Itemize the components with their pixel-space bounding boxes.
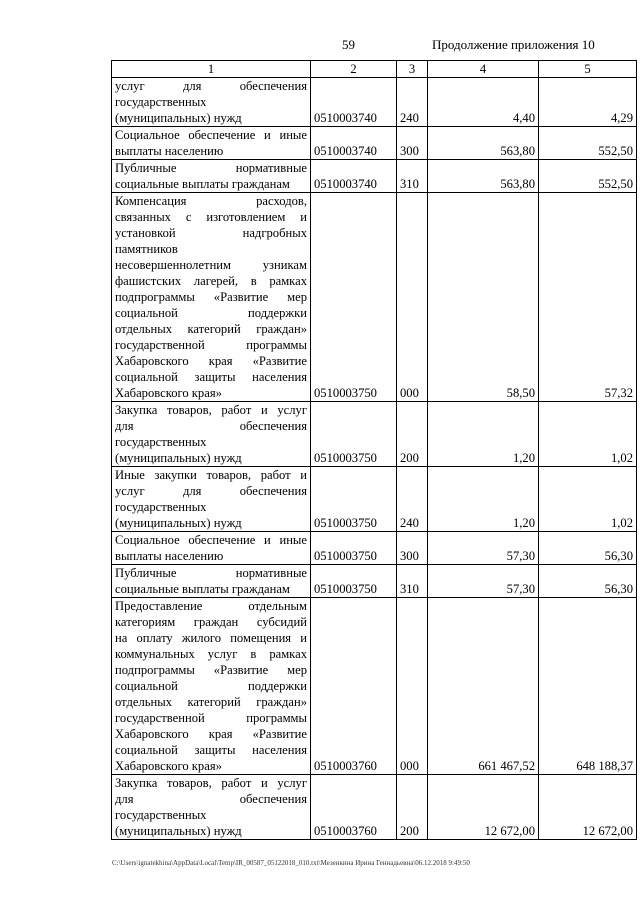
description-line: социальные выплаты гражданам [115,582,290,596]
column-header-1: 1 [112,61,311,78]
table-row [112,78,637,127]
table-row [112,127,637,160]
description-line: Хабаровского края «Развитие [115,354,307,368]
row-value-2: 648 188,37 [539,598,637,775]
row-type: 240 [397,467,428,532]
description-line: государственных [115,500,207,514]
column-header-5: 5 [539,61,637,78]
description-line: Социальное обеспечение и иные [115,533,307,547]
description-line: выплаты населению [115,549,224,563]
row-value-1: 12 672,00 [428,775,539,840]
row-value-2: 57,32 [539,193,637,402]
description-line: Закупка товаров, работ и услуг [115,776,307,790]
row-type: 300 [397,127,428,160]
row-code: 0510003740 [311,160,397,193]
row-type: 200 [397,775,428,840]
footer-path: C:\Users\ignatekhina\AppData\Local\Temp\IR_00587_05122018_010.txt\Мезенкина Ирина Геннадьевна\06.12.2018 9:49:50 [112,859,470,867]
row-value-1: 57,30 [428,532,539,565]
table-body [112,78,637,840]
row-value-2: 12 672,00 [539,775,637,840]
description-line: (муниципальных) нужд [115,516,242,530]
description-line: Социальное обеспечение и иные [115,128,307,142]
description-line: социальной защиты населения [115,743,307,757]
description-line: связанных с изготовлением и [115,210,307,224]
row-value-1: 4,40 [428,78,539,127]
row-code: 0510003740 [311,127,397,160]
row-description [112,775,311,840]
table-row [112,160,637,193]
row-description [112,402,311,467]
description-line: несовершеннолетним узникам [115,258,307,272]
description-line: подпрограммы «Развитие мер [115,290,307,304]
description-line: социальной поддержки [115,306,307,320]
description-line: Предоставление отдельным [115,599,307,613]
description-line: для обеспечения [115,419,307,433]
row-value-1: 57,30 [428,565,539,598]
description-line: выплаты населению [115,144,224,158]
row-value-2: 56,30 [539,532,637,565]
description-line: Хабаровского края» [115,759,222,773]
description-line: Закупка товаров, работ и услуг [115,403,307,417]
description-line: Компенсация расходов, [115,194,307,208]
description-line: для обеспечения [115,792,307,806]
description-line: услуг для обеспечения [115,79,307,93]
description-line: государственной программы [115,711,307,725]
table-row [112,565,637,598]
row-value-2: 4,29 [539,78,637,127]
description-line: Публичные нормативные [115,161,307,175]
row-value-1: 661 467,52 [428,598,539,775]
description-line: установкой надгробных [115,226,307,240]
description-line: государственной программы [115,338,307,352]
row-description [112,160,311,193]
row-code: 0510003750 [311,402,397,467]
description-line: фашистских лагерей, в рамках [115,274,307,288]
description-line: (муниципальных) нужд [115,451,242,465]
row-value-2: 1,02 [539,467,637,532]
description-line: Публичные нормативные [115,566,307,580]
table-row [112,775,637,840]
row-value-2: 1,02 [539,402,637,467]
description-line: социальной защиты населения [115,370,307,384]
description-line: отдельных категорий граждан» [115,322,307,336]
description-line: Хабаровского края» [115,386,222,400]
table-row [112,193,637,402]
description-line: социальные выплаты гражданам [115,177,290,191]
row-value-2: 552,50 [539,160,637,193]
description-line: государственных [115,95,207,109]
description-line: государственных [115,808,207,822]
column-header-3: 3 [397,61,428,78]
row-code: 0510003750 [311,565,397,598]
row-value-2: 56,30 [539,565,637,598]
description-line: социальной поддержки [115,679,307,693]
column-header-2: 2 [311,61,397,78]
continuation-label: Продолжение приложения 10 [432,37,595,52]
table-row [112,402,637,467]
row-code: 0510003750 [311,193,397,402]
row-type: 000 [397,193,428,402]
column-header-4: 4 [428,61,539,78]
table-row [112,598,637,775]
row-type: 300 [397,532,428,565]
row-type: 310 [397,565,428,598]
table-row [112,467,637,532]
row-description [112,193,311,402]
description-line: коммунальных услуг в рамках [115,647,307,661]
row-code: 0510003740 [311,78,397,127]
row-description [112,127,311,160]
row-code: 0510003760 [311,775,397,840]
description-line: на оплату жилого помещения и [115,631,307,645]
row-code: 0510003760 [311,598,397,775]
description-line: Хабаровского края «Развитие [115,727,307,741]
row-type: 000 [397,598,428,775]
row-value-1: 1,20 [428,402,539,467]
description-line: отдельных категорий граждан» [115,695,307,709]
page-number: 59 [342,37,355,52]
description-line: государственных [115,435,207,449]
row-value-1: 563,80 [428,160,539,193]
description-line: памятников [115,242,178,256]
row-value-1: 1,20 [428,467,539,532]
description-line: (муниципальных) нужд [115,111,242,125]
row-description [112,78,311,127]
table-row [112,532,637,565]
row-type: 310 [397,160,428,193]
budget-table [111,60,637,840]
description-line: подпрограммы «Развитие мер [115,663,307,677]
row-description [112,532,311,565]
description-line: (муниципальных) нужд [115,824,242,838]
description-line: услуг для обеспечения [115,484,307,498]
row-type: 200 [397,402,428,467]
row-description [112,598,311,775]
row-code: 0510003750 [311,467,397,532]
row-code: 0510003750 [311,532,397,565]
row-value-1: 58,50 [428,193,539,402]
row-description [112,467,311,532]
row-value-1: 563,80 [428,127,539,160]
description-line: категориям граждан субсидий [115,615,307,629]
row-value-2: 552,50 [539,127,637,160]
row-type: 240 [397,78,428,127]
description-line: Иные закупки товаров, работ и [115,468,307,482]
table-header-row [112,61,637,78]
row-description [112,565,311,598]
